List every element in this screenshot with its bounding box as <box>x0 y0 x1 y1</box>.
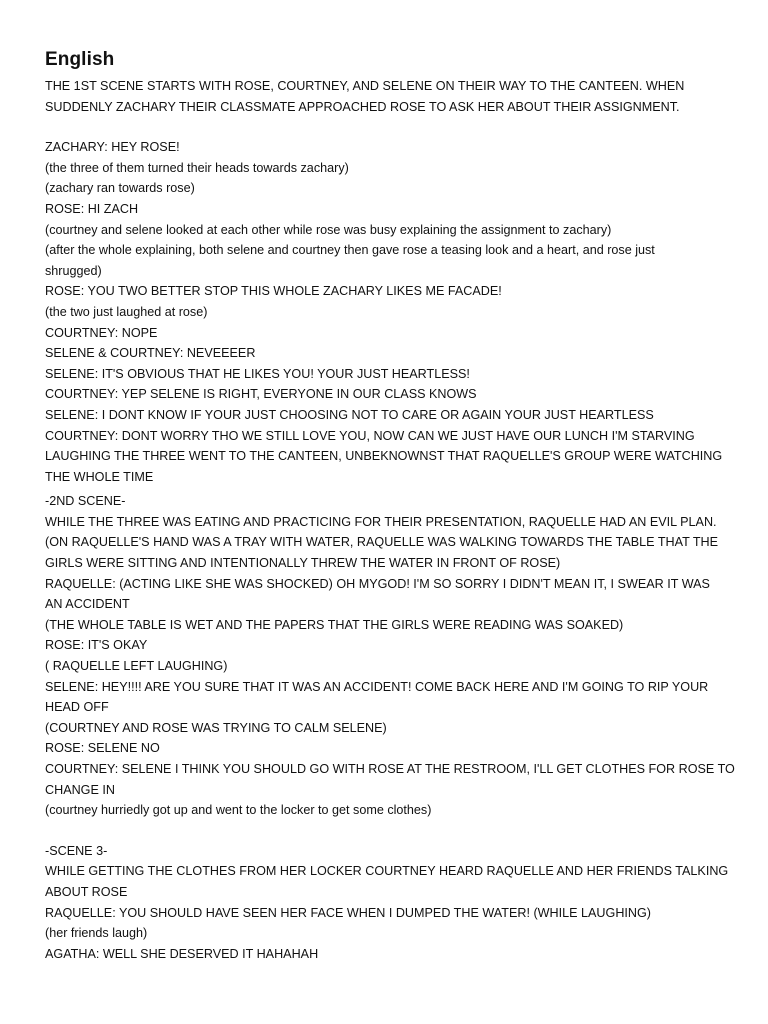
text-line: WHILE GETTING THE CLOTHES FROM HER LOCKER COURTNEY HEARD RAQUELLE AND HER FRIENDS TALKING <box>45 864 729 879</box>
text-line: ROSE: SELENE NO <box>45 741 160 756</box>
text-line: ( RAQUELLE LEFT LAUGHING) <box>45 659 228 674</box>
text-line: SELENE: HEY!!!! ARE YOU SURE THAT IT WAS AN ACCIDENT! COME BACK HERE AND I'M GOING TO RIP YOUR <box>45 679 709 694</box>
text-line: GIRLS WERE SITTING AND INTENTIONALLY THREW THE WATER IN FRONT OF ROSE) <box>45 556 561 571</box>
text-line: (courtney hurriedly got up and went to the locker to get some clothes) <box>45 803 432 818</box>
text-line: COURTNEY: NOPE <box>45 325 158 340</box>
text-line: COURTNEY: SELENE I THINK YOU SHOULD GO WITH ROSE AT THE RESTROOM, I'LL GET CLOTHES FOR ROSE TO <box>45 762 735 776</box>
text-line: THE WHOLE TIME <box>45 469 154 484</box>
text-line: COURTNEY: DONT WORRY THO WE STILL LOVE YOU, NOW CAN WE JUST HAVE OUR LUNCH I'M STARVING <box>45 428 695 443</box>
scene-heading: -SCENE 3- <box>45 843 108 858</box>
text-line: COURTNEY: YEP SELENE IS RIGHT, EVERYONE IN OUR CLASS KNOWS <box>45 387 477 402</box>
text-line: WHILE THE THREE WAS EATING AND PRACTICING FOR THEIR PRESENTATION, RAQUELLE HAD AN EVIL PLAN. <box>45 514 717 529</box>
intro-section <box>45 76 735 117</box>
text-line: RAQUELLE: YOU SHOULD HAVE SEEN HER FACE WHEN I DUMPED THE WATER! (WHILE LAUGHING) <box>45 905 651 920</box>
scene-heading: -2ND SCENE- <box>45 494 126 509</box>
text-line: THE 1ST SCENE STARTS WITH ROSE, COURTNEY, AND SELENE ON THEIR WAY TO THE CANTEEN. WHEN <box>45 79 685 93</box>
scene-3-section <box>45 841 735 965</box>
text-line: AGATHA: WELL SHE DESERVED IT HAHAHAH <box>45 946 319 961</box>
text-line: ROSE: HI ZACH <box>45 201 139 216</box>
text-line: AN ACCIDENT <box>45 597 130 612</box>
text-line: SELENE & COURTNEY: NEVEEEER <box>45 346 256 361</box>
text-line: ZACHARY: HEY ROSE! <box>45 140 180 155</box>
text-line: HEAD OFF <box>45 700 109 715</box>
text-line: SELENE: IT'S OBVIOUS THAT HE LIKES YOU! YOUR JUST HEARTLESS! <box>45 366 470 381</box>
text-line: (ON RAQUELLE'S HAND WAS A TRAY WITH WATER, RAQUELLE WAS WALKING TOWARDS THE TABLE THAT THE <box>45 535 719 550</box>
text-line: (zachary ran towards rose) <box>45 181 195 196</box>
document-title: English <box>45 49 115 70</box>
text-line: SELENE: I DONT KNOW IF YOUR JUST CHOOSING NOT TO CARE OR AGAIN YOUR JUST HEARTLESS <box>45 407 654 422</box>
text-line: (THE WHOLE TABLE IS WET AND THE PAPERS THAT THE GIRLS WERE READING WAS SOAKED) <box>45 617 624 632</box>
text-line: ABOUT ROSE <box>45 884 128 899</box>
text-line: ROSE: IT'S OKAY <box>45 638 148 653</box>
scene-1-section <box>45 137 735 487</box>
text-line: CHANGE IN <box>45 782 115 797</box>
text-line: SUDDENLY ZACHARY THEIR CLASSMATE APPROACHED ROSE TO ASK HER ABOUT THEIR ASSIGNMENT. <box>45 99 680 114</box>
text-line: RAQUELLE: (ACTING LIKE SHE WAS SHOCKED) OH MYGOD! I'M SO SORRY I DIDN'T MEAN IT, I SWEAR IT WAS <box>45 576 710 591</box>
text-line: LAUGHING THE THREE WENT TO THE CANTEEN, UNBEKNOWNST THAT RAQUELLE'S GROUP WERE WATCHING <box>45 449 723 464</box>
text-line: ROSE: YOU TWO BETTER STOP THIS WHOLE ZACHARY LIKES ME FACADE! <box>45 284 502 299</box>
text-line: (her friends laugh) <box>45 926 148 941</box>
text-line: (COURTNEY AND ROSE WAS TRYING TO CALM SELENE) <box>45 720 387 735</box>
text-line: (after the whole explaining, both selene and courtney then gave rose a teasing look and a heart, and rose just <box>45 243 655 258</box>
text-line: (the two just laughed at rose) <box>45 304 208 319</box>
text-line: (the three of them turned their heads towards zachary) <box>45 160 349 175</box>
text-line: (courtney and selene looked at each other while rose was busy explaining the assignment to zachary) <box>45 222 612 237</box>
document-page <box>45 48 735 964</box>
text-line: shrugged) <box>45 263 102 278</box>
scene-2-section <box>45 491 735 821</box>
